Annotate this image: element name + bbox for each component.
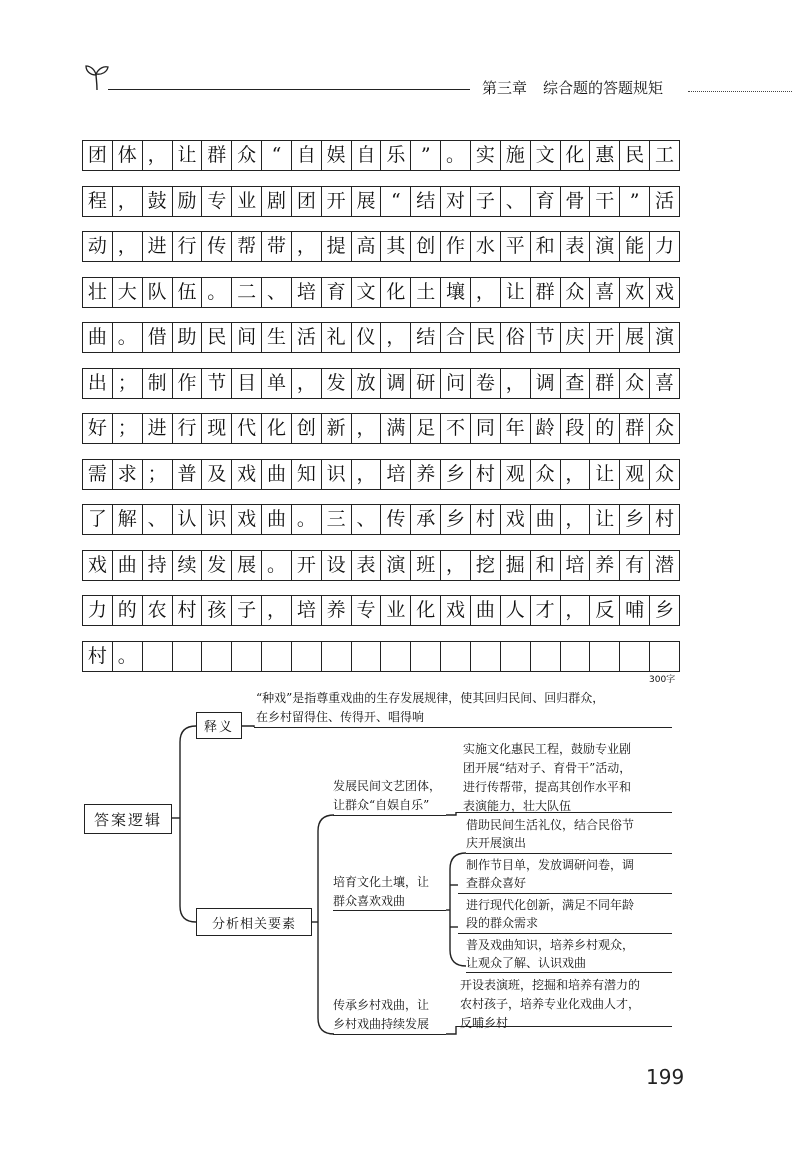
sub2-detail-underline	[466, 853, 672, 854]
grid-cell: 展	[352, 187, 382, 216]
grid-cell: 有	[620, 551, 650, 580]
grid-cell: 自	[352, 141, 382, 170]
grid-cell: 、	[143, 505, 173, 534]
grid-cell: 化	[262, 414, 292, 443]
grid-cell: 普	[173, 460, 203, 489]
grid-cell: 传	[202, 232, 232, 261]
chapter-title: 综合题的答题规矩	[543, 79, 664, 97]
grid-cell: 、	[262, 278, 292, 307]
grid-cell: 剧	[262, 187, 292, 216]
definition-underline	[254, 727, 672, 728]
grid-cell: 平	[501, 232, 531, 261]
grid-cell: 制	[143, 369, 173, 398]
grid-cell: 演	[590, 232, 620, 261]
grid-cell: 曲	[531, 505, 561, 534]
grid-cell: ，	[292, 369, 322, 398]
grid-cell: 及	[202, 460, 232, 489]
sub2-label-line1: 培育文化土壤，让	[333, 875, 430, 889]
sub2-detail-underline	[458, 893, 672, 894]
sub2-detail-line: 查群众喜好	[466, 876, 527, 890]
branch-analysis-label: 分析相关要素	[196, 908, 312, 936]
grid-cell: 创	[292, 414, 322, 443]
grid-cell: 表	[561, 232, 591, 261]
grid-cell: 戏	[441, 596, 471, 625]
grid-cell: 识	[322, 460, 352, 489]
grid-cell: 工	[654, 144, 674, 166]
grid-cell: 乡	[654, 599, 674, 621]
grid-cell: 设	[322, 551, 352, 580]
grid-cell: 观	[501, 460, 531, 489]
grid-cell: 化	[381, 278, 411, 307]
grid-cell: 民	[202, 323, 232, 352]
grid-cell: 欢	[620, 278, 650, 307]
grid-cell: 喜	[590, 278, 620, 307]
grid-cell: 专	[352, 596, 382, 625]
grid-cell: 开	[292, 551, 322, 580]
grid-cell: 水	[471, 232, 501, 261]
grid-cell: ，	[292, 232, 322, 261]
grid-cell: 专	[202, 187, 232, 216]
sub1-detail-line: 表演能力，壮大队伍	[463, 799, 572, 813]
grid-cell: 养	[590, 551, 620, 580]
grid-cell: 养	[322, 596, 352, 625]
sub1-detail-line: 团开展“结对子、育骨干”活动，	[463, 761, 632, 775]
sub1-label-line1: 发展民间文艺团体，	[333, 779, 442, 793]
grid-cell: 高	[352, 232, 382, 261]
sub2-underline	[333, 910, 446, 911]
grid-cell: ，	[381, 323, 411, 352]
grid-cell: 孩	[202, 596, 232, 625]
grid-cell: 文	[531, 141, 561, 170]
sub2-detail-line: 段的群众需求	[466, 916, 539, 930]
sub2-detail-line: 借助民间生活礼仪，结合民俗节	[466, 818, 635, 832]
grid-cell: 才	[531, 596, 561, 625]
grid-cell: ；	[113, 414, 143, 443]
grid-cell: 识	[202, 505, 232, 534]
grid-cell: 村	[173, 596, 203, 625]
grid-cell: 育	[322, 278, 352, 307]
grid-cell: 众	[654, 417, 674, 439]
grid-cell: 培	[292, 278, 322, 307]
grid-cell: 求	[113, 460, 143, 489]
grid-cell: 伍	[173, 278, 203, 307]
grid-cell: 调	[531, 369, 561, 398]
sub2-detail-line: 进行现代化创新，满足不同年龄	[466, 898, 635, 912]
grid-cell: 进	[143, 414, 173, 443]
grid-cell: 、	[352, 505, 382, 534]
page-number: 199	[646, 1065, 685, 1089]
grid-cell: 活	[292, 323, 322, 352]
grid-cell: “	[262, 141, 292, 170]
grid-cell: 带	[262, 232, 292, 261]
grid-cell: 潜	[654, 553, 674, 576]
grid-cell: 养	[411, 460, 441, 489]
grid-cell: 承	[411, 505, 441, 534]
grid-cell: 实	[471, 141, 501, 170]
sub2-detail-underline	[466, 972, 672, 973]
grid-cell: 子	[471, 187, 501, 216]
grid-cell: 让	[501, 278, 531, 307]
grid-cell: 现	[202, 414, 232, 443]
grid-cell: 群	[590, 369, 620, 398]
grid-cell: 发	[322, 369, 352, 398]
sub1-detail-line: 实施文化惠民工程，鼓励专业剧	[463, 742, 632, 756]
grid-cell: 查	[561, 369, 591, 398]
grid-cell: 让	[590, 460, 620, 489]
grid-cell: 干	[590, 187, 620, 216]
grid-cell: 施	[501, 141, 531, 170]
grid-cell: 戏	[232, 460, 262, 489]
grid-cell: 化	[561, 141, 591, 170]
grid-cell: 惠	[590, 141, 620, 170]
grid-cell: 乡	[620, 505, 650, 534]
sub3-underline	[333, 1034, 446, 1035]
sub1-underline	[333, 815, 446, 816]
grid-cell: 单	[262, 369, 292, 398]
grid-cell: 认	[173, 505, 203, 534]
grid-cell: 。	[113, 642, 143, 671]
grid-cell: 农	[143, 596, 173, 625]
grid-cell: 放	[352, 369, 382, 398]
grid-cell: 创	[411, 232, 441, 261]
sub1-detail-underline	[456, 812, 672, 813]
sub1-label-line2: 让群众“自娱自乐”	[333, 798, 430, 812]
definition-text-line1: “种戏”是指尊重戏曲的生存发展规律，使其回归民间、回归群众，	[256, 691, 605, 705]
grid-cell: 解	[113, 505, 143, 534]
sub2-detail-line: 庆开展演出	[466, 836, 527, 850]
grid-cell: 人	[501, 596, 531, 625]
grid-cell: 曲	[471, 596, 501, 625]
grid-cell: 曲	[83, 323, 113, 352]
grid-cell: ，	[501, 369, 531, 398]
grid-cell: 发	[202, 551, 232, 580]
grid-cell: 力	[654, 235, 674, 257]
grid-cell: 民	[620, 141, 650, 170]
grid-cell: 研	[411, 369, 441, 398]
grid-cell: 对	[441, 187, 471, 216]
grid-cell: 作	[173, 369, 203, 398]
grid-cell: 、	[501, 187, 531, 216]
grid-cell: ，	[262, 596, 292, 625]
grid-cell: 乡	[441, 460, 471, 489]
grid-cell: ”	[411, 141, 441, 170]
grid-cell: 力	[83, 596, 113, 625]
grid-cell: ，	[561, 596, 591, 625]
grid-cell: 。	[262, 551, 292, 580]
chapter-label: 第三章	[482, 79, 528, 97]
grid-cell: 乐	[381, 141, 411, 170]
grid-cell: 作	[441, 232, 471, 261]
grid-cell: ，	[471, 278, 501, 307]
grid-cell: 。	[113, 323, 143, 352]
grid-cell: 众	[620, 369, 650, 398]
grid-cell: 助	[173, 323, 203, 352]
grid-cell: 群	[531, 278, 561, 307]
definition-text-line2: 在乡村留得住、传得开、唱得响	[256, 710, 425, 724]
grid-cell: 。	[202, 278, 232, 307]
grid-cell: 团	[83, 141, 113, 170]
grid-cell: 生	[262, 323, 292, 352]
grid-cell: 村	[654, 508, 674, 530]
sub3-detail-underline	[456, 1026, 672, 1027]
grid-cell: 同	[471, 414, 501, 443]
grid-cell: 村	[471, 505, 501, 534]
grid-cell: 群	[620, 414, 650, 443]
grid-cell: 娱	[322, 141, 352, 170]
grid-cell: 传	[381, 505, 411, 534]
grid-cell: 结	[411, 323, 441, 352]
grid-cell: 掘	[501, 551, 531, 580]
grid-cell: ；	[143, 460, 173, 489]
grid-cell: 众	[531, 460, 561, 489]
grid-cell: 其	[381, 232, 411, 261]
sub3-detail-line: 农村孩子，培养专业化戏曲人才，	[460, 997, 641, 1011]
grid-cell: 自	[292, 141, 322, 170]
grid-cell: 开	[590, 323, 620, 352]
grid-cell: 曲	[262, 460, 292, 489]
grid-cell: 借	[143, 323, 173, 352]
mindmap-root: 答案逻辑	[84, 804, 172, 834]
grid-cell: 卷	[471, 369, 501, 398]
sub3-detail-line: 反哺乡村	[460, 1016, 509, 1030]
grid-cell: 子	[232, 596, 262, 625]
grid-cell: “	[381, 187, 411, 216]
grid-cell: 培	[292, 596, 322, 625]
grid-cell: 代	[232, 414, 262, 443]
grid-cell: 业	[232, 187, 262, 216]
grid-cell: 续	[173, 551, 203, 580]
grid-cell: 业	[381, 596, 411, 625]
grid-cell: 不	[441, 414, 471, 443]
grid-cell: 团	[292, 187, 322, 216]
grid-cell: 观	[620, 460, 650, 489]
sub2-detail-line: 制作节目单，发放调研问卷，调	[466, 858, 635, 872]
grid-cell: 足	[411, 414, 441, 443]
grid-cell: 段	[561, 414, 591, 443]
grid-cell: 壮	[83, 278, 113, 307]
grid-cell: 合	[441, 323, 471, 352]
grid-cell: 文	[352, 278, 382, 307]
grid-cell: ，	[441, 551, 471, 580]
grid-cell: 龄	[531, 414, 561, 443]
grid-cell: 活	[654, 189, 674, 212]
grid-cell: 进	[143, 232, 173, 261]
grid-cell: 反	[590, 596, 620, 625]
sub2-detail-underline	[458, 933, 672, 934]
grid-cell: 乡	[441, 505, 471, 534]
sub1-detail-line: 进行传帮带，提高其创作水平和	[463, 780, 632, 794]
grid-cell: 了	[83, 505, 113, 534]
grid-cell: 和	[531, 551, 561, 580]
grid-cell: 化	[411, 596, 441, 625]
grid-cell: 开	[322, 187, 352, 216]
grid-cell: 让	[590, 505, 620, 534]
grid-cell: 出	[83, 369, 113, 398]
grid-cell: 民	[471, 323, 501, 352]
grid-cell: 。	[441, 141, 471, 170]
word-count: 300字	[649, 675, 676, 685]
sub2-detail-line: 让观众了解、认识戏曲	[466, 956, 587, 970]
grid-cell: 能	[620, 232, 650, 261]
grid-cell: 礼	[322, 323, 352, 352]
grid-cell: 培	[561, 551, 591, 580]
grid-cell: 帮	[232, 232, 262, 261]
grid-cell: 目	[232, 369, 262, 398]
grid-cell: 需	[83, 460, 113, 489]
grid-cell: 大	[113, 278, 143, 307]
grid-cell: 动	[83, 232, 113, 261]
grid-cell: 群	[202, 141, 232, 170]
grid-cell: 行	[173, 414, 203, 443]
grid-cell: 新	[322, 414, 352, 443]
grid-cell: 程	[83, 187, 113, 216]
grid-cell: 间	[232, 323, 262, 352]
sub2-label-line2: 群众喜欢戏曲	[333, 894, 406, 908]
grid-cell: 喜	[654, 371, 674, 394]
grid-cell: 培	[381, 460, 411, 489]
grid-cell: 众	[561, 278, 591, 307]
grid-cell: ，	[352, 460, 382, 489]
grid-cell: 演	[381, 551, 411, 580]
grid-cell: 展	[620, 323, 650, 352]
grid-cell: 体	[113, 141, 143, 170]
grid-cell: 提	[322, 232, 352, 261]
grid-cell: 调	[381, 369, 411, 398]
grid-cell: 骨	[561, 187, 591, 216]
grid-cell: 励	[173, 187, 203, 216]
grid-cell: 。	[292, 505, 322, 534]
grid-cell: 好	[83, 414, 113, 443]
sub3-detail-line: 开设表演班，挖掘和培养有潜力的	[460, 978, 641, 992]
grid-cell: ，	[113, 187, 143, 216]
grid-cell: 队	[143, 278, 173, 307]
grid-cell: 问	[441, 369, 471, 398]
grid-cell: 村	[83, 642, 113, 671]
sub2-detail-line: 普及戏曲知识，培养乡村观众，	[466, 938, 635, 952]
grid-cell: 曲	[262, 505, 292, 534]
grid-cell: 三	[322, 505, 352, 534]
grid-cell: 节	[531, 323, 561, 352]
grid-cell: ”	[620, 187, 650, 216]
grid-cell: 节	[202, 369, 232, 398]
grid-cell: 戏	[232, 505, 262, 534]
grid-cell: 众	[232, 141, 262, 170]
grid-cell: 二	[232, 278, 262, 307]
grid-cell: ，	[143, 141, 173, 170]
grid-cell: 俗	[501, 323, 531, 352]
grid-cell: 展	[232, 551, 262, 580]
grid-cell: ，	[561, 460, 591, 489]
grid-cell: 满	[381, 414, 411, 443]
grid-cell: 表	[352, 551, 382, 580]
grid-cell: 戏	[501, 505, 531, 534]
grid-cell: 知	[292, 460, 322, 489]
sub3-label-line2: 乡村戏曲持续发展	[333, 1017, 430, 1031]
grid-cell: 壤	[441, 278, 471, 307]
grid-cell: 行	[173, 232, 203, 261]
grid-cell: 戏	[654, 280, 674, 303]
sub3-label-line1: 传承乡村戏曲，让	[333, 998, 430, 1012]
grid-cell: 鼓	[143, 187, 173, 216]
grid-cell: 挖	[471, 551, 501, 580]
grid-cell: 的	[113, 596, 143, 625]
grid-cell: 和	[531, 232, 561, 261]
grid-cell: ；	[113, 369, 143, 398]
grid-cell: 戏	[83, 551, 113, 580]
grid-cell: 让	[173, 141, 203, 170]
grid-cell: 育	[531, 187, 561, 216]
grid-cell: 年	[501, 414, 531, 443]
grid-cell: ，	[113, 232, 143, 261]
grid-cell: 结	[411, 187, 441, 216]
grid-cell: ，	[352, 414, 382, 443]
grid-cell: 持	[143, 551, 173, 580]
grid-cell: ，	[561, 505, 591, 534]
grid-cell: 众	[654, 462, 674, 485]
grid-cell: 仪	[352, 323, 382, 352]
grid-cell: 哺	[620, 596, 650, 625]
grid-cell: 村	[471, 460, 501, 489]
grid-cell: 班	[411, 551, 441, 580]
grid-cell: 曲	[113, 551, 143, 580]
grid-cell: 土	[411, 278, 441, 307]
grid-cell: 演	[654, 326, 674, 348]
grid-cell: 庆	[561, 323, 591, 352]
branch-definition-label: 释义	[196, 712, 242, 739]
grid-cell: 的	[590, 414, 620, 443]
